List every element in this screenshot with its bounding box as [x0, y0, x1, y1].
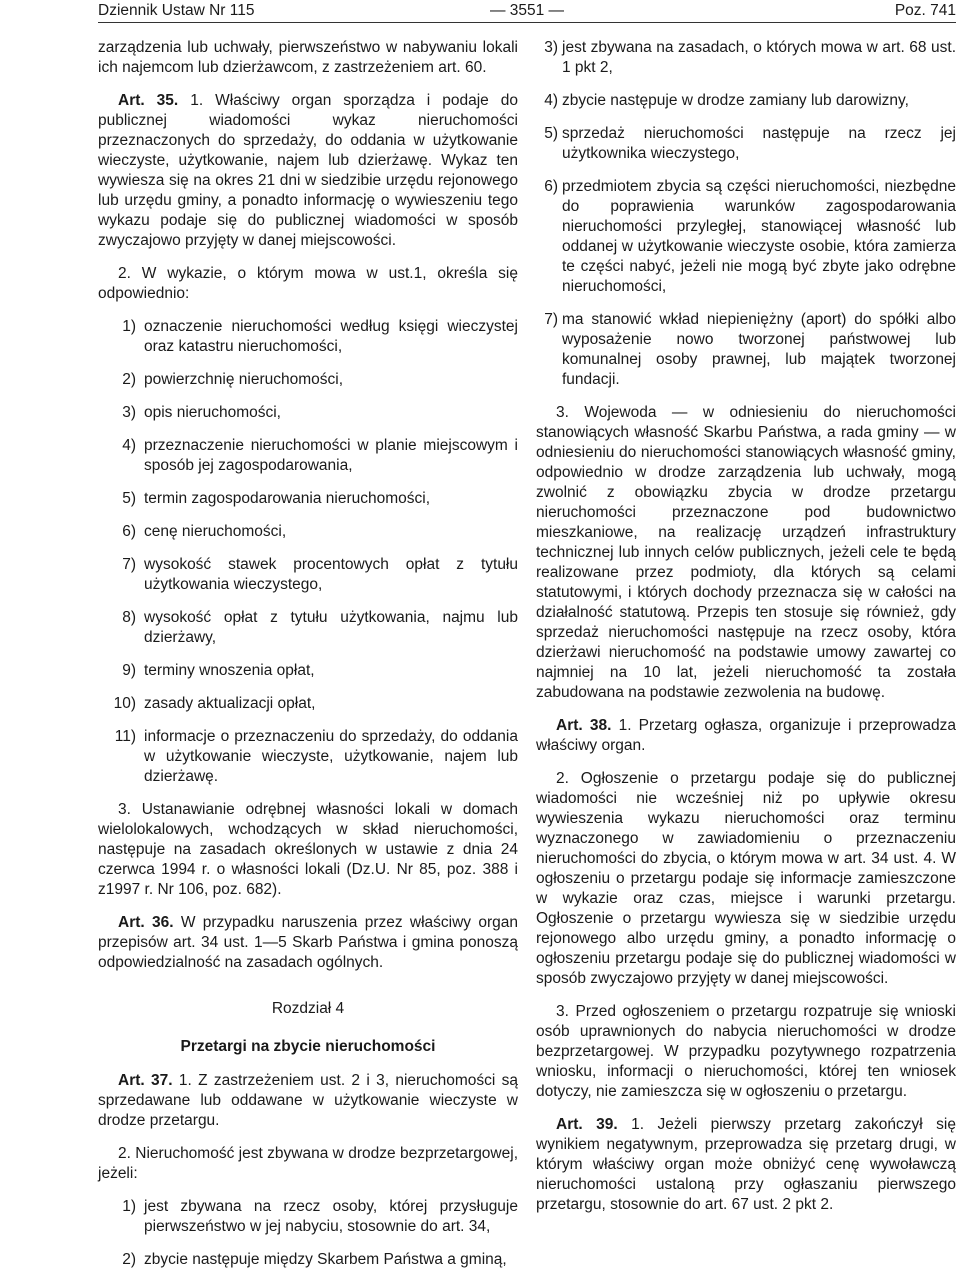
- item-text: powierzchnię nieruchomości,: [144, 371, 344, 388]
- list-item: [98, 694, 518, 714]
- item-number: 3): [122, 404, 136, 421]
- item-text: zbycie następuje w drodze zamiany lub darowizny,: [562, 92, 909, 109]
- art35-label: Art. 35.: [118, 92, 179, 109]
- list-item: [536, 310, 956, 390]
- art35-list: [98, 317, 518, 787]
- art39-label: Art. 39.: [556, 1116, 618, 1133]
- list-item: [98, 370, 518, 390]
- item-text: wysokość stawek procentowych opłat z tytułu użytkowania wieczystego,: [144, 556, 518, 593]
- item-number: 9): [122, 662, 136, 679]
- item-number: 11): [114, 728, 136, 745]
- list-item: [98, 403, 518, 423]
- list-item: [98, 727, 518, 787]
- item-text: cenę nieruchomości,: [144, 523, 287, 540]
- item-text: terminy wnoszenia opłat,: [144, 662, 315, 679]
- list-item: [98, 1250, 518, 1270]
- list-item: [536, 124, 956, 164]
- list-item: [98, 317, 518, 357]
- list-item: [98, 661, 518, 681]
- list-item: [98, 555, 518, 595]
- item-text: opis nieruchomości,: [144, 404, 281, 421]
- page-number: — 3551 —: [489, 2, 565, 19]
- art36-text: W przypadku naruszenia przez właściwy organ przepisów art. 34 ust. 1—5 Skarb Państwa i gmina ponoszą odpowiedzialność na zasadach ogólnych.: [98, 914, 518, 971]
- item-number: 3): [544, 39, 558, 56]
- item-text: jest zbywana na rzecz osoby, której przysługuje pierwszeństwo w jej nabyciu, stosownie do art. 34,: [144, 1198, 518, 1235]
- right-column: [536, 38, 956, 1228]
- item-text: jest zbywana na zasadach, o których mowa w art. 68 ust. 1 pkt 2,: [562, 39, 956, 76]
- art37-paragraph-2: 2. Nieruchomość jest zbywana w drodze bezprzetargowej, jeżeli:: [98, 1145, 518, 1182]
- art37-p1-text: 1. Z zastrzeżeniem ust. 2 i 3, nieruchomości są sprzedawane lub oddawane w użytkowanie wieczyste w drodze przetargu.: [98, 1072, 518, 1129]
- header-rule: [98, 22, 956, 23]
- chapter-title: Przetargi na zbycie nieruchomości: [180, 1038, 436, 1055]
- art38-label: Art. 38.: [556, 717, 612, 734]
- item-text: przedmiotem zbycia są części nieruchomości, niezbędne do poprawienia warunków zagospodarowania nieruchomości przyległej, stanowiącej własność lub oddanej w użytkowanie wieczyste osobie, która zamierza te części nabyć, jeżeli nie mogą być zbyte jako odrębne nieruchomości,: [562, 178, 956, 295]
- chapter-number: Rozdział 4: [271, 1000, 345, 1017]
- item-text: informacje o przeznaczeniu do sprzedaży, do oddania w użytkowanie wieczyste, użytkowanie, najem lub dzierżawę.: [144, 728, 518, 785]
- list-item: [98, 489, 518, 509]
- item-number: 2): [122, 1251, 136, 1268]
- item-text: ma stanowić wkład niepieniężny (aport) do spółki albo wyposażenie nowo tworzonej państwowej lub komunalnej osoby prawnej, lub majątek tworzonej fundacji.: [562, 311, 956, 388]
- art37-list-part-2: [536, 38, 956, 390]
- item-text: termin zagospodarowania nieruchomości,: [144, 490, 431, 507]
- art35-paragraph-2: 2. W wykazie, o którym mowa w ust.1, określa się odpowiednio:: [98, 265, 518, 302]
- list-item: [536, 38, 956, 78]
- list-item: [98, 436, 518, 476]
- page-header: [98, 0, 956, 24]
- item-number: 4): [544, 92, 558, 109]
- item-number: 8): [122, 609, 136, 626]
- item-text: zbycie następuje między Skarbem Państwa a gminą,: [144, 1251, 507, 1268]
- item-text: zasady aktualizacji opłat,: [144, 695, 316, 712]
- art38-paragraph-3: 3. Przed ogłoszeniem o przetargu rozpatruje się wnioski osób uprawnionych do nabycia nieruchomości w drodze bezprzetargowej. W przypadku pozytywnego rozpatrzenia wniosku, informacji o nieruchomości, której ten wniosek dotyczy, nie zamieszcza się w ogłoszeniu o przetargu.: [536, 1003, 956, 1100]
- item-text: wysokość opłat z tytułu użytkowania, najmu lub dzierżawy,: [144, 609, 518, 646]
- art35-p1-text: 1. Właściwy organ sporządza i podaje do publicznej wiadomości wykaz nieruchomości przeznaczonych do sprzedaży, do oddania w użytkowanie wieczyste, użytkowanie, najem lub dzierżawę. Wykaz ten wywiesza się na okres 21 dni w siedzibie urzędu rejonowego lub urzędu gminy, a ponadto informację o wywieszeniu tego wykazu podaje się do publicznej wiadomości w sposób zwyczajowo przyjęty w danej miejscowości.: [98, 92, 518, 249]
- art35-paragraph-1: [98, 91, 518, 251]
- item-number: 5): [122, 490, 136, 507]
- art37-paragraph-1: [98, 1071, 518, 1131]
- art39-paragraph-1: [536, 1115, 956, 1215]
- art38-paragraph-2: 2. Ogłoszenie o przetargu podaje się do publicznej wiadomości nie wcześniej niż po upływie okresu wywieszenia wykazu nieruchomości oraz terminu wyznaczonego w zawiadomieniu o przeznaczeniu nieruchomości do zbycia, o którym mowa w art. 34 ust. 4. W ogłoszeniu o przetargu podaje się informacje zamieszczone w wykazie oraz czas, miejsce i warunki przetargu. Ogłoszenie o przetargu wywiesza się w siedzibie urzędu rejonowego albo urzędu gminy, a ponadto informację o ogłoszeniu przetargu podaje się do publicznej wiadomości w sposób zwyczajowo przyjęty w danej miejscowości.: [536, 770, 956, 987]
- item-number: 7): [122, 556, 136, 573]
- item-number: 6): [544, 178, 558, 195]
- list-item: [98, 608, 518, 648]
- item-number: 4): [122, 437, 136, 454]
- art38-paragraph-1: [536, 716, 956, 756]
- art39-p1-text: 1. Jeżeli pierwszy przetarg zakończył się wynikiem negatywnym, przeprowadza się przetarg drugi, w którym właściwy organ może obniżyć cenę wywoławczą nieruchomości ustaloną przy ogłaszaniu pierwszego przetargu, stosownie do art. 67 ust. 2 pkt 2.: [536, 1116, 956, 1213]
- art36-paragraph: [98, 913, 518, 973]
- position-number: Poz. 741: [894, 2, 956, 19]
- list-item: [536, 91, 956, 111]
- art35-paragraph-3: 3. Ustanawianie odrębnej własności lokali w domach wielolokalowych, wchodzących w skład nieruchomości, następuje na zasadach określonych w ustawie z dnia 24 czerwca 1994 r. o własności lokali (Dz.U. Nr 85, poz. 388 i z1997 r. Nr 106, poz. 682).: [98, 801, 518, 898]
- list-item: [98, 522, 518, 542]
- item-text: oznaczenie nieruchomości według księgi wieczystej oraz katastru nieruchomości,: [144, 318, 518, 355]
- intro-paragraph: zarządzenia lub uchwały, pierwszeństwo w nabywaniu lokali ich najemcom lub dzierżawcom, z zastrzeżeniem art. 60.: [98, 39, 518, 76]
- art36-label: Art. 36.: [118, 914, 174, 931]
- art38-p1-text: 1. Przetarg ogłasza, organizuje i przeprowadza właściwy organ.: [536, 717, 956, 754]
- item-text: sprzedaż nieruchomości następuje na rzecz jej użytkownika wieczystego,: [562, 125, 956, 162]
- item-number: 2): [122, 371, 136, 388]
- art37-list-part-1: [98, 1197, 518, 1270]
- item-number: 1): [122, 1198, 136, 1215]
- item-number: 6): [122, 523, 136, 540]
- item-number: 1): [122, 318, 136, 335]
- item-number: 5): [544, 125, 558, 142]
- list-item: [536, 177, 956, 297]
- art37-paragraph-3: 3. Wojewoda — w odniesieniu do nieruchomości stanowiących własność Skarbu Państwa, a rada gminy — w odniesieniu do nieruchomości stanowiących własność gminy, odpowiednio w drodze zarządzenia lub uchwały, mogą zwolnić z obowiązku zbycia w drodze przetargu nieruchomości przeznaczone pod budownictwo mieszkaniowe, na realizację urządzeń infrastruktury technicznej lub innych celów publicznych, jeżeli cele te będą realizowane przez podmioty, dla których są celami statutowymi, i których dochody przeznacza się w całości na działalność statutową. Przepis ten stosuje się również, gdy sprzedaż nieruchomości następuje na rzecz osoby, która dzierżawi nieruchomość na podstawie umowy zawartej co najmniej na 10 lat, jeżeli nieruchomość ta została zabudowana na podstawie zezwolenia na budowę.: [536, 404, 956, 701]
- item-number: 7): [544, 311, 558, 328]
- item-number: 10): [113, 695, 136, 712]
- art37-label: Art. 37.: [118, 1072, 173, 1089]
- list-item: [98, 1197, 518, 1237]
- left-column: [98, 38, 518, 1283]
- item-text: przeznaczenie nieruchomości w planie miejscowym i sposób jej zagospodarowania,: [144, 437, 518, 474]
- journal-title: Dziennik Ustaw Nr 115: [98, 2, 255, 19]
